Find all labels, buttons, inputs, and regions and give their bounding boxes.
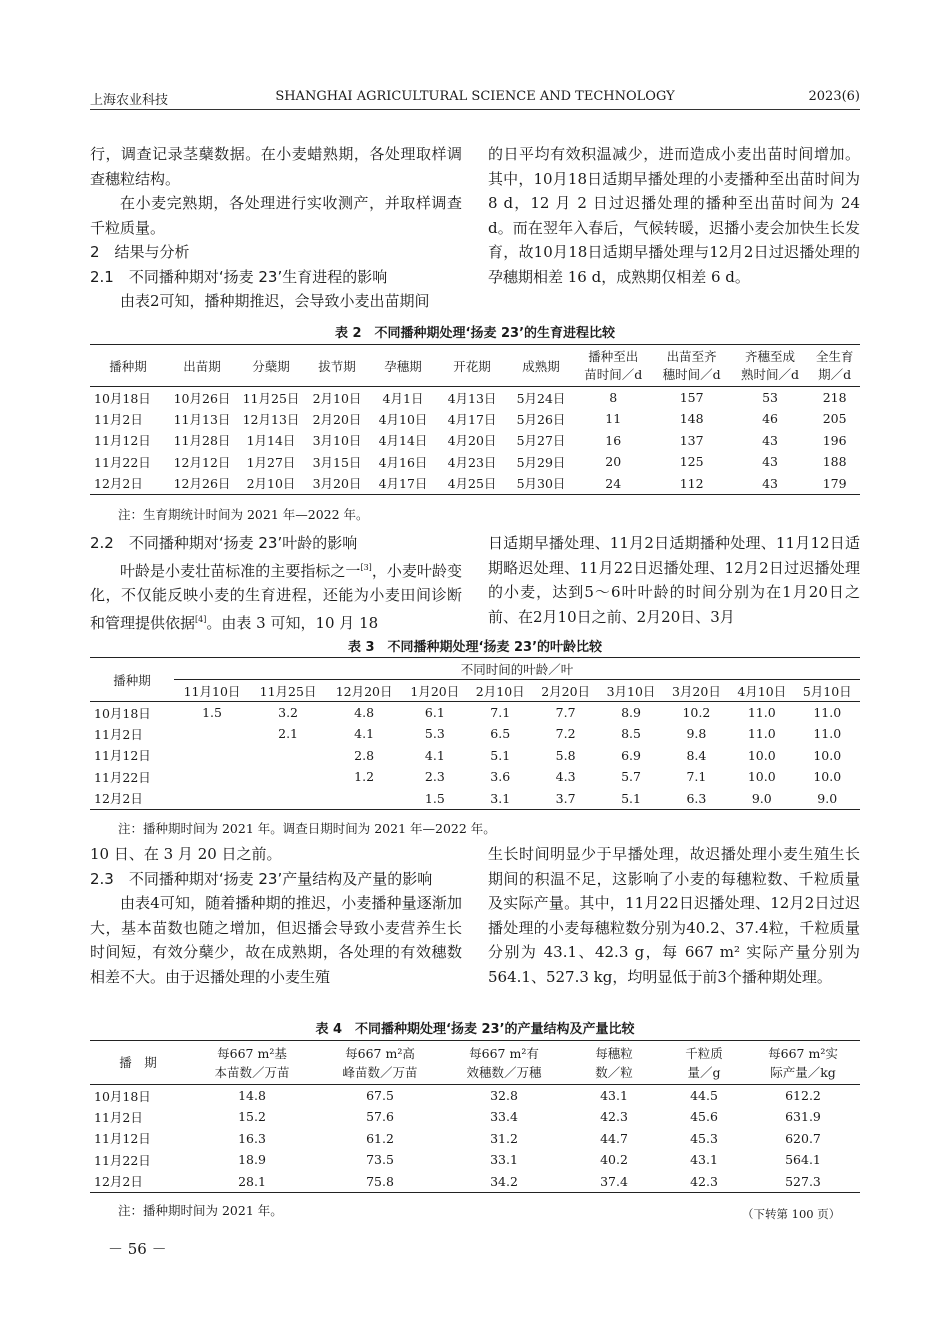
- table4-cell: 564.1: [785, 1152, 821, 1168]
- table2-cell: 196: [822, 432, 847, 448]
- table-row: [90, 408, 860, 430]
- table3-cell: 4.8: [354, 705, 375, 720]
- table4-cell: 67.5: [366, 1088, 394, 1103]
- table2-cell: 205: [822, 411, 847, 427]
- header-line: 每667 m²实: [768, 1045, 838, 1061]
- table2-cell: 10月26日: [173, 390, 231, 406]
- table4-cell: 18.9: [238, 1152, 266, 1168]
- header-line: 量／g: [687, 1064, 721, 1080]
- table3-cell: 2.1: [278, 726, 299, 742]
- table2-cell: 4月1日: [382, 390, 424, 406]
- table3-cell: [174, 788, 250, 810]
- table2-cell: 11月25日: [242, 390, 300, 406]
- table-row: [90, 766, 860, 788]
- table-row: [90, 1149, 860, 1171]
- table3-cell: 1.2: [354, 769, 375, 785]
- table3-date-header: 3月10日: [598, 680, 663, 702]
- table3-cell: 2.8: [354, 747, 375, 763]
- table3-cell: 10.0: [747, 769, 776, 785]
- table4-cell: 631.9: [785, 1109, 821, 1125]
- header-line: 全生育: [815, 348, 854, 364]
- table3-date-header: 11月10日: [174, 680, 250, 702]
- table4-header-cell: [442, 1041, 566, 1085]
- table3-cell: 11月22日: [94, 769, 151, 785]
- table2-header-cell: [731, 345, 809, 387]
- paragraph: 的日平均有效积温减少，进而造成小麦出苗时间增加。其中，10月18日适期早播处理的小麦播种至出苗时间为 8 d，12 月 2 日过迟播处理的播种至出苗时间为 24 d。而在翌年入春后，气候转暖，迟播小麦会加快生长发育，故10月18日适期早播处理与12月2日过迟播处理的孕穗期相差 16 d，成熟期仅相差 6 d。: [488, 145, 860, 286]
- table4-header-cell: [662, 1041, 746, 1085]
- paragraph: 由表4可知，随着播种期的推迟，小麦播种量逐渐加大，基本苗数也随之增加，但迟播会导致小麦营养生长时间短，有效分蘖少，故在成熟期，各处理的有效穗数相差不大。由于迟播处理的小麦生殖: [90, 894, 462, 986]
- paragraph: 叶龄是小麦壮苗标准的主要指标之一[3]，小麦叶龄变化，不仅能反映小麦的生育进程，还能为小麦田间诊断和管理提供依据[4]。由表 3 可知，10 月 18: [90, 561, 462, 632]
- header-line: 效穗数／万穗: [466, 1064, 542, 1080]
- table2-cell: 218: [822, 390, 847, 405]
- mid-left-column: [90, 531, 462, 635]
- table4-cell: 527.3: [785, 1173, 821, 1189]
- table4-cell: 31.2: [490, 1130, 518, 1146]
- table4-cell: 620.7: [785, 1130, 821, 1146]
- table3-cell: 11月12日: [94, 748, 151, 764]
- table2-cell: 148: [679, 411, 704, 427]
- table2-cell: 16: [605, 432, 622, 448]
- table2-cell: 1月27日: [246, 454, 296, 470]
- table3-date-header: 3月20日: [664, 680, 729, 702]
- journal-name-en: SHANGHAI AGRICULTURAL SCIENCE AND TECHNOLOGY: [275, 89, 675, 104]
- section-heading-2: 2 结果与分析: [90, 243, 190, 261]
- table3-group-header: 不同时间的叶龄／叶: [174, 658, 860, 680]
- table3-cell: 8.9: [621, 705, 641, 720]
- table3-cell: 4.3: [555, 769, 576, 785]
- header-line: 千粒质: [685, 1045, 723, 1061]
- table3-cell: 11.0: [813, 705, 842, 720]
- table3-cell: 6.3: [686, 790, 707, 806]
- table3-cell: 5.8: [555, 747, 576, 763]
- table3: [90, 657, 860, 810]
- table3-cell: 12月2日: [94, 791, 143, 806]
- table2-cell: 3月15日: [312, 454, 362, 470]
- header-line: 每穗粒: [595, 1045, 633, 1061]
- table2-cell: 2月10日: [246, 476, 296, 491]
- header-line: 熟时间／d: [741, 366, 800, 382]
- table-row: [90, 387, 860, 409]
- header-line: 每667 m²基: [217, 1045, 287, 1061]
- table-row: [90, 1085, 860, 1107]
- citation: [3]: [360, 562, 372, 572]
- table4-note: 注：播种期时间为 2021 年。: [118, 1203, 283, 1218]
- table4-header-cell: [318, 1041, 442, 1085]
- table3-note: 注：播种期时间为 2021 年。调查日期时间为 2021 年—2022 年。: [118, 821, 496, 836]
- table2-cell: 11: [605, 411, 622, 427]
- table3-cell: 9.0: [751, 790, 772, 806]
- table2-cell: 157: [679, 390, 704, 405]
- table2-cell: 4月13日: [447, 390, 497, 406]
- table4-header-cell: 播 期: [90, 1041, 186, 1085]
- table3-date-header: 1月20日: [402, 680, 467, 702]
- table2-cell: 179: [822, 475, 847, 491]
- table2-header-cell: [574, 345, 652, 387]
- table4-caption: 表 4 不同播种期处理‘扬麦 23’的产量结构及产量比较: [315, 1022, 635, 1037]
- table3-cell: [326, 788, 402, 810]
- table2-cell: 11月13日: [173, 411, 231, 427]
- table2-header-cell: 成熟期: [508, 345, 574, 387]
- table3-cell: 3.7: [555, 790, 576, 806]
- table3-cell: 9.0: [817, 790, 838, 806]
- table2-cell: 188: [822, 454, 847, 470]
- table2-cell: 8: [609, 390, 618, 405]
- table4-header-cell: [566, 1041, 662, 1085]
- table4-cell: 32.8: [490, 1088, 518, 1103]
- table3-cell: [174, 766, 250, 788]
- table3-cell: 8.4: [686, 747, 707, 763]
- table2-cell: 12月12日: [173, 454, 231, 470]
- table-row: [90, 451, 860, 473]
- table2-cell: 3月10日: [312, 433, 362, 449]
- table2-cell: 4月25日: [447, 476, 497, 491]
- table2-cell: 53: [762, 390, 778, 405]
- section-heading-2-2: 2.2 不同播种期对‘扬麦 23’叶龄的影响: [90, 534, 358, 552]
- table2-cell: 4月16日: [378, 454, 428, 470]
- table-row: [90, 745, 860, 767]
- table4-cell: 15.2: [238, 1109, 266, 1125]
- table2-cell: 137: [679, 432, 704, 448]
- table3-cell: 5.1: [490, 747, 511, 763]
- table4-cell: 42.3: [690, 1173, 718, 1189]
- table3-cell: 1.5: [202, 705, 222, 720]
- table3-col0-header: 播种期: [90, 658, 174, 702]
- top-right-column: [488, 142, 860, 289]
- table2-cell: 11月22日: [94, 454, 151, 470]
- table2-cell: 1月14日: [246, 433, 296, 449]
- table2-header-cell: 孕穗期: [370, 345, 436, 387]
- table4-header-cell: [186, 1041, 318, 1085]
- table2-cell: 10月18日: [94, 390, 151, 406]
- table3-cell: 11.0: [747, 705, 776, 720]
- table2-header-cell: [652, 345, 730, 387]
- table2: [90, 344, 860, 495]
- table2-cell: 125: [679, 454, 704, 470]
- header-line: 出苗至齐: [666, 348, 717, 364]
- table2-cell: 11月2日: [94, 411, 143, 427]
- table3-cell: 10.0: [813, 747, 842, 763]
- table4-header-cell: [746, 1041, 860, 1085]
- header-line: 数／粒: [595, 1064, 633, 1080]
- table3-cell: 6.9: [621, 747, 641, 763]
- table2-cell: 4月10日: [378, 411, 428, 427]
- table4-cell: 34.2: [490, 1173, 518, 1189]
- table2-cell: 4月23日: [447, 454, 497, 470]
- table3-date-header: 11月25日: [250, 680, 326, 702]
- table3-cell: 11月2日: [94, 726, 143, 742]
- table3-cell: [250, 788, 326, 810]
- table3-cell: 6.1: [424, 705, 445, 720]
- table4-cell: 73.5: [366, 1152, 394, 1168]
- table3-cell: [174, 723, 250, 745]
- mid-right-column: [488, 531, 860, 629]
- table-row: [90, 473, 860, 495]
- table3-caption: 表 3 不同播种期处理‘扬麦 23’的叶龄比较: [347, 640, 603, 655]
- table-row: [90, 1128, 860, 1150]
- table3-cell: 10.2: [682, 705, 711, 720]
- page-number: － 56 －: [108, 1240, 167, 1258]
- table4-cell: 28.1: [238, 1173, 266, 1189]
- paragraph: 日适期早播处理、11月2日适期播种处理、11月12日适期略迟处理、11月22日迟播处理、12月2日过迟播处理的小麦，达到5～6叶叶龄的时间分别为在1月20日之前、在2月10日之前、2月20日、3月: [488, 534, 860, 626]
- paragraph: 由表2可知，播种期推迟，会导致小麦出苗期间: [120, 292, 430, 310]
- table4-cell: 11月22日: [94, 1152, 151, 1168]
- table3-cell: 5.1: [621, 790, 641, 806]
- table-row: [90, 702, 860, 724]
- table2-cell: 4月20日: [447, 433, 497, 449]
- table3-date-header: 5月10日: [794, 680, 860, 702]
- table4-cell: 11月12日: [94, 1131, 151, 1147]
- table2-header-cell: 出苗期: [166, 345, 238, 387]
- citation: [4]: [195, 614, 207, 624]
- table4-cell: 37.4: [600, 1173, 628, 1189]
- journal-name-cn: 上海农业科技: [90, 93, 169, 108]
- table4-cell: 57.6: [366, 1109, 394, 1125]
- table2-header-cell: 分蘖期: [238, 345, 304, 387]
- table-row: [90, 430, 860, 452]
- table4: [90, 1040, 860, 1193]
- table3-cell: [250, 766, 326, 788]
- table3-cell: 2.3: [424, 769, 445, 785]
- table4-cell: 44.5: [690, 1088, 718, 1103]
- header-line: 每667 m²高: [345, 1045, 415, 1061]
- section-heading-2-1: 2.1 不同播种期对‘扬麦 23’生育进程的影响: [90, 267, 388, 286]
- header-line: 穗时间／d: [662, 366, 721, 382]
- issue-number: 2023(6): [808, 89, 860, 104]
- table2-header-cell: 开花期: [436, 345, 508, 387]
- table4-cell: 45.3: [690, 1130, 718, 1146]
- table2-cell: 5月26日: [516, 411, 566, 427]
- section-heading-2-3: 2.3 不同播种期对‘扬麦 23’产量结构及产量的影响: [90, 869, 433, 888]
- table4-cell: 43.1: [690, 1152, 718, 1168]
- table2-cell: 2月20日: [312, 411, 362, 427]
- table2-header-cell: 播种期: [90, 345, 166, 387]
- paragraph: 生长时间明显少于早播处理，故迟播处理小麦生殖生长期间的积温不足，这影响了小麦的每穗粒数、千粒质量及实际产量。其中，11月22日迟播处理、12月2日过迟播处理的小麦每穗粒数分别为40.2、37.4粒，千粒质量分别为 43.1、42.3 g，每 667 m² 实际产量分别为564.1、527.3 kg，均明显低于前3个播种期处理。: [488, 845, 860, 986]
- table3-cell: 3.6: [490, 769, 511, 785]
- table4-cell: 40.2: [600, 1152, 628, 1168]
- header-line: 峰苗数／万苗: [342, 1064, 418, 1080]
- continued-note: （下转第 100 页）: [742, 1207, 841, 1221]
- table3-cell: 6.5: [490, 726, 511, 742]
- table3-date-header: 4月10日: [729, 680, 794, 702]
- table3-cell: 10.0: [747, 747, 776, 763]
- table4-cell: 75.8: [366, 1173, 394, 1189]
- header-line: 期／d: [818, 366, 852, 382]
- table4-cell: 612.2: [785, 1088, 821, 1103]
- table2-cell: 43: [762, 454, 778, 470]
- table2-cell: 2月10日: [312, 390, 362, 406]
- table3-cell: 11.0: [747, 726, 776, 742]
- table3-date-header: 2月20日: [533, 680, 598, 702]
- header-line: 本苗数／万苗: [214, 1064, 290, 1080]
- paragraph: 10 日、在 3 月 20 日之前。: [90, 845, 282, 863]
- header-line: 播种至出: [588, 348, 639, 364]
- header-line: 每667 m²有: [469, 1045, 539, 1061]
- header-line: 际产量／kg: [770, 1064, 836, 1080]
- table3-cell: 4.1: [424, 747, 445, 763]
- table4-cell: 33.1: [490, 1152, 518, 1168]
- table4-cell: 14.8: [238, 1088, 266, 1103]
- bottom-left-column: [90, 842, 462, 989]
- bottom-right-column: [488, 842, 860, 989]
- table3-cell: 7.1: [686, 769, 707, 785]
- table2-cell: 11月28日: [173, 433, 231, 449]
- table4-cell: 42.3: [600, 1109, 628, 1125]
- table2-cell: 5月24日: [516, 390, 566, 406]
- table3-cell: 7.7: [555, 705, 576, 720]
- table4-cell: 61.2: [366, 1130, 394, 1146]
- table-row: [90, 788, 860, 810]
- table3-cell: [174, 745, 250, 767]
- table2-cell: 3月20日: [312, 476, 362, 491]
- table4-cell: 12月2日: [94, 1174, 143, 1189]
- table3-cell: 3.1: [490, 790, 511, 806]
- table2-header-cell: 拔节期: [304, 345, 370, 387]
- table-row: [90, 1106, 860, 1128]
- table3-date-header: 2月10日: [468, 680, 533, 702]
- table2-cell: 43: [762, 432, 778, 448]
- table3-cell: 8.5: [621, 726, 641, 742]
- table2-cell: 5月27日: [516, 433, 566, 449]
- table3-cell: 7.1: [490, 705, 511, 720]
- table2-cell: 12月26日: [173, 476, 231, 491]
- table2-cell: 4月17日: [447, 411, 497, 427]
- table2-cell: 12月2日: [94, 476, 143, 491]
- table2-cell: 5月29日: [516, 454, 566, 470]
- table2-header-cell: [809, 345, 860, 387]
- table4-cell: 43.1: [600, 1088, 628, 1103]
- header-rule: [90, 109, 860, 110]
- table3-cell: 5.3: [424, 726, 445, 742]
- table3-cell: 4.1: [354, 726, 375, 742]
- table2-cell: 20: [605, 454, 622, 470]
- top-left-column: [90, 142, 462, 314]
- table3-cell: 5.7: [621, 769, 641, 785]
- table4-cell: 11月2日: [94, 1109, 143, 1125]
- table-row: [90, 1171, 860, 1193]
- table2-cell: 43: [762, 475, 778, 491]
- table2-cell: 11月12日: [94, 433, 151, 449]
- paragraph: 行，调查记录茎蘖数据。在小麦蜡熟期，各处理取样调查穗粒结构。: [90, 145, 462, 188]
- table3-cell: 10.0: [813, 769, 842, 785]
- table3-cell: 9.8: [686, 726, 707, 742]
- table3-date-header: 12月20日: [326, 680, 402, 702]
- table3-cell: 11.0: [813, 726, 842, 742]
- table2-cell: 4月14日: [378, 433, 428, 449]
- table3-cell: 1.5: [424, 790, 445, 806]
- table2-cell: 5月30日: [516, 476, 566, 491]
- table3-cell: 3.2: [278, 705, 299, 720]
- table4-cell: 10月18日: [94, 1088, 151, 1104]
- table3-cell: [250, 745, 326, 767]
- table2-cell: 46: [762, 411, 778, 427]
- table2-caption: 表 2 不同播种期处理‘扬麦 23’的生育进程比较: [334, 326, 616, 341]
- table-row: [90, 723, 860, 745]
- table2-cell: 112: [679, 475, 704, 491]
- header-line: 苗时间／d: [584, 366, 643, 382]
- table3-cell: 10月18日: [94, 705, 151, 721]
- table2-note: 注：生育期统计时间为 2021 年—2022 年。: [118, 507, 369, 522]
- table3-cell: 7.2: [555, 726, 576, 742]
- table4-cell: 44.7: [600, 1130, 628, 1146]
- table2-cell: 4月17日: [378, 476, 428, 491]
- table4-cell: 33.4: [490, 1109, 518, 1125]
- table2-cell: 24: [605, 475, 622, 491]
- table2-cell: 12月13日: [242, 411, 300, 427]
- table4-cell: 16.3: [238, 1130, 266, 1146]
- header-line: 齐穗至成: [745, 348, 796, 364]
- table4-cell: 45.6: [690, 1109, 718, 1125]
- paragraph: 在小麦完熟期，各处理进行实收测产，并取样调查千粒质量。: [90, 194, 462, 237]
